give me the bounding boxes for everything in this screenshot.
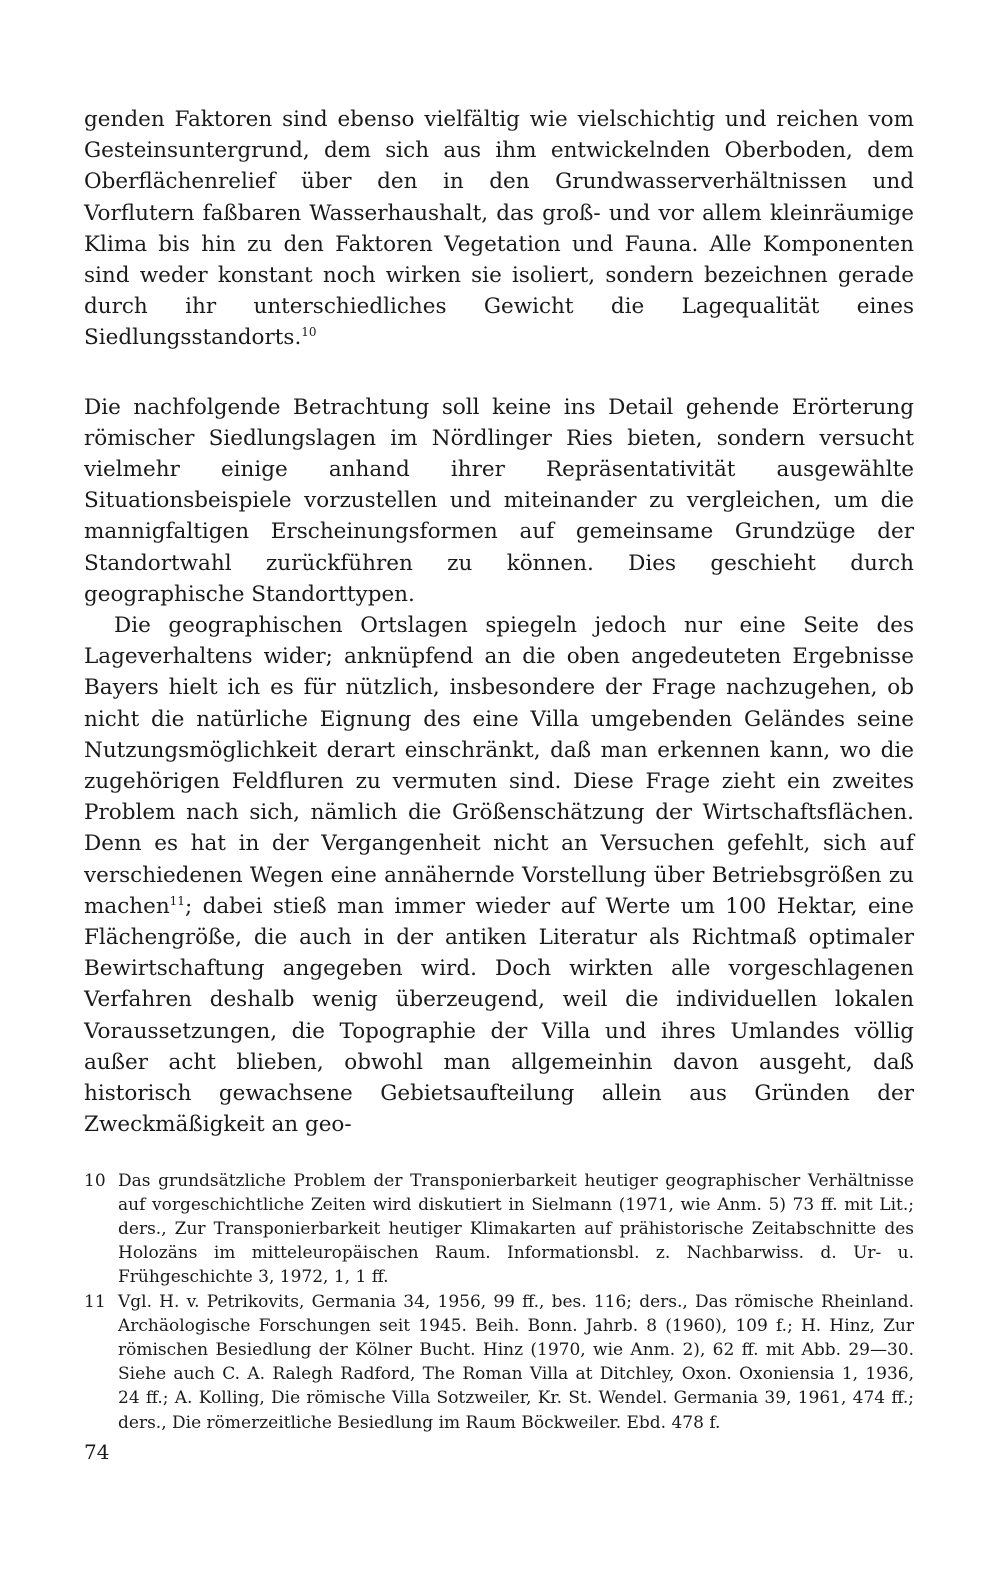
paragraph-3: Die geographischen Ortslagen spiegeln jedoch nur eine Seite des Lageverhaltens wider; anknüpfend an die oben angedeuteten Ergebnisse Bayers hielt ich es für nützlich, insbesondere der Frage nachzugehen, ob nicht die natürliche Eignung des eine Villa umgebenden Geländes seine Nutzungsmöglichkeit derart einschränkt, daß man erkennen kann, wo die zugehörigen Feldfluren zu vermuten sind. Diese Frage zieht ein zweites Problem nach sich, nämlich die Größenschätzung der Wirtschaftsflächen. Denn es hat in der Vergangenheit nicht an Versuchen gefehlt, sich auf verschiedenen Wegen eine annähernde Vorstellung über Betriebsgrößen zu machen$^{11}$; dabei stieß man immer wieder auf Werte um 100 Hektar, eine Flächengröße, die auch in der antiken Literatur als Richtmaß optimaler Bewirtschaftung angegeben wird. Doch wirkten alle vorgeschlagenen Verfahren deshalb wenig überzeugend, weil die individuellen lokalen Voraussetzungen, die Topographie der Villa und ihres Umlandes völlig außer acht blieben, obwohl man allgemeinhin davon ausgeht, daß historisch gewachsene Gebietsaufteilung allein aus Gründen der Zweckmäßigkeit an geo-: [84, 613, 914, 1138]
footnote-text: Das grundsätzliche Problem der Transponierbarkeit heutiger geographischer Verhältnisse auf vorgeschichtliche Zeiten wird diskutiert in Sielmann (1971, wie Anm. 5) 73 ff. mit Lit.; ders., Zur Transponierbarkeit heutiger Klimakarten auf prähistorische Zeitabschnitte des Holozäns im mitteleuropäischen Raum. Informationsbl. z. Nachbarwiss. d. Ur- u. Frühgeschichte 3, 1972, 1, 1 ff.: [118, 1170, 914, 1288]
body-text: [84, 104, 914, 1141]
footnote-number: 10: [84, 1170, 106, 1191]
footnotes: [84, 1169, 914, 1435]
paragraph-2: Die nachfolgende Betrachtung soll keine ins Detail gehende Erörterung römischer Siedlungslagen im Nördlinger Ries bieten, sondern versucht vielmehr einige anhand ihrer Repräsentativität ausgewählte Situationsbeispiele vorzustellen und miteinander zu vergleichen, um die mannigfaltigen Erscheinungsformen auf gemeinsame Grundzüge der Standortwahl zurückführen zu können. Dies geschieht durch geographische Standorttypen.: [84, 394, 914, 607]
footnote-ref-10: 10: [301, 325, 317, 340]
paragraph-gap: [84, 354, 914, 392]
footnote-text: Vgl. H. v. Petrikovits, Germania 34, 1956, 99 ff., bes. 116; ders., Das römische Rheinland. Archäologische Forschungen seit 1945. Beih. Bonn. Jahrb. 8 (1960), 109 f.; H. Hinz, Zur römischen Besiedlung der Kölner Bucht. Hinz (1970, wie Anm. 2), 62 ff. mit Abb. 29—30. Siehe auch C. A. Ralegh Radford, The Roman Villa at Ditchley, Oxon. Oxoniensia 1, 1936, 24 ff.; A. Kolling, Die römische Villa Sotzweiler, Kr. St. Wendel. Germania 39, 1961, 474 ff.; ders., Die römerzeitliche Besiedlung im Raum Böckweiler. Ebd. 478 f.: [118, 1291, 914, 1433]
footnote-number: 11: [84, 1291, 106, 1312]
page-number: 74: [84, 1440, 110, 1464]
footnote-ref-11: 11: [169, 893, 185, 908]
paragraph-1: genden Faktoren sind ebenso vielfältig wie vielschichtig und reichen vom Gesteinsuntergrund, dem sich aus ihm entwickelnden Oberboden, dem Oberflächenrelief über den in den Grundwasserverhältnissen und Vorflutern faßbaren Wasserhaushalt, das groß- und vor allem kleinräumige Klima bis hin zu den Faktoren Vegetation und Fauna. Alle Komponenten sind weder konstant noch wirken sie isoliert, sondern bezeichnen gerade durch ihr unterschiedliches Gewicht die Lagequalität eines Siedlungsstandorts.$^{10}$: [84, 107, 914, 351]
footnote-11: [84, 1290, 914, 1435]
footnote-10: [84, 1169, 914, 1290]
page-content: [84, 104, 914, 1435]
